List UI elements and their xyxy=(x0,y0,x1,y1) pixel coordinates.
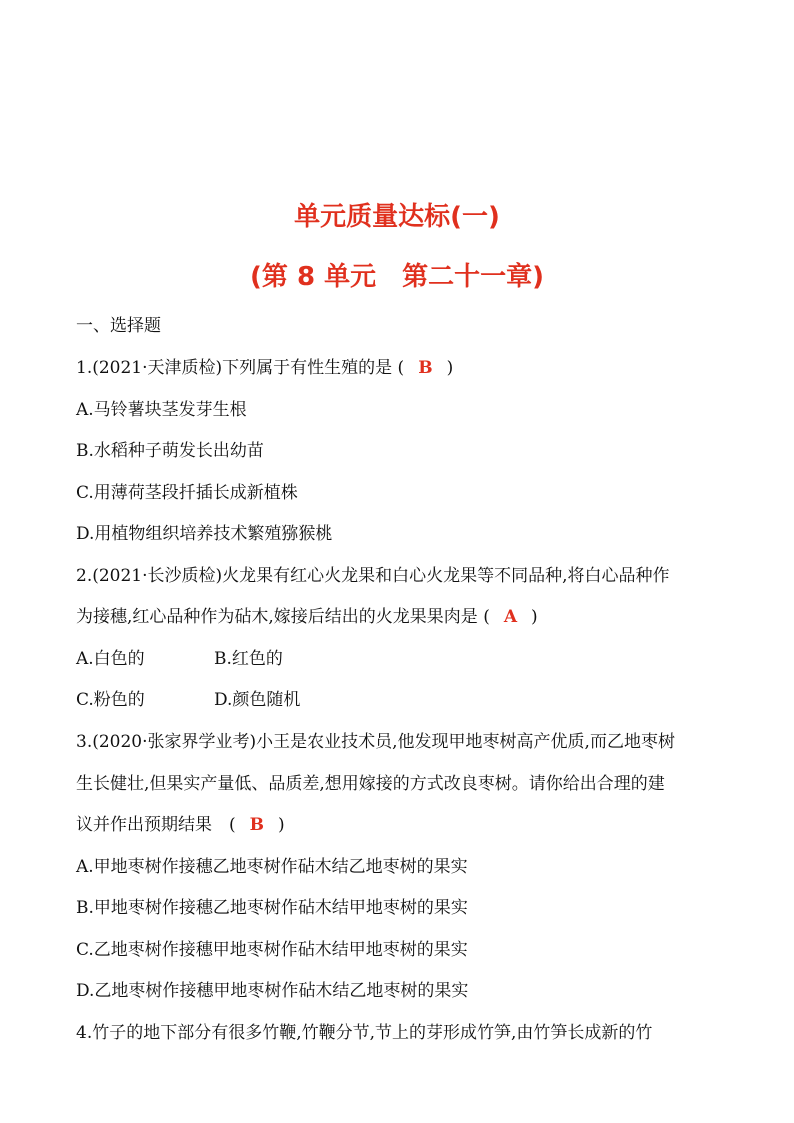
answer-mark: B xyxy=(418,358,433,378)
question-3-line-2: 生长健壮,但果实产量低、品质差,想用嫁接的方式改良枣树。请你给出合理的建 xyxy=(76,774,665,794)
bracket-close: ) xyxy=(278,815,285,835)
option-a: A.甲地枣树作接穗乙地枣树作砧木结乙地枣树的果实 xyxy=(76,857,468,877)
options-row-cd xyxy=(76,688,726,712)
option-a: A.白色的 xyxy=(76,649,145,669)
question-3-line-1: 3.(2020·张家界学业考)小王是农业技术员,他发现甲地枣树高产优质,而乙地枣树 xyxy=(76,732,675,752)
answer-mark: A xyxy=(503,607,518,627)
page-subtitle: (第 8 单元 第二十一章) xyxy=(250,262,544,292)
option-d: D.乙地枣树作接穗甲地枣树作砧木结乙地枣树的果实 xyxy=(76,981,469,1001)
option-a: A.马铃薯块茎发芽生根 xyxy=(76,400,247,420)
bracket-close: ) xyxy=(446,358,454,378)
answer-mark: B xyxy=(249,815,265,835)
option-b: B.红色的 xyxy=(214,649,283,669)
option-d: D.用植物组织培养技术繁殖猕猴桃 xyxy=(76,524,333,544)
question-2-line-1: 2.(2021·长沙质检)火龙果有红心火龙果和白心火龙果等不同品种,将白心品种作 xyxy=(76,566,670,586)
question-3-line-3 xyxy=(76,813,726,837)
page-title: 单元质量达标(一) xyxy=(294,202,500,232)
question-text: 为接穗,红心品种作为砧木,嫁接后结出的火龙果果肉是 ( xyxy=(76,607,490,627)
option-c: C.粉色的 xyxy=(76,690,145,710)
question-2-line-2 xyxy=(76,605,726,629)
question-text: 1.(2021·天津质检)下列属于有性生殖的是 ( xyxy=(76,358,405,378)
option-b: B.甲地枣树作接穗乙地枣树作砧木结甲地枣树的果实 xyxy=(76,898,468,918)
question-1-stem xyxy=(76,356,726,380)
question-4-line-1: 4.竹子的地下部分有很多竹鞭,竹鞭分节,节上的芽形成竹笋,由竹笋长成新的竹 xyxy=(76,1023,653,1043)
section-heading: 一、选择题 xyxy=(76,316,161,336)
option-c: C.用薄荷茎段扦插长成新植株 xyxy=(76,483,298,503)
bracket-close: ) xyxy=(531,607,538,627)
option-d: D.颜色随机 xyxy=(214,690,301,710)
option-b: B.水稻种子萌发长出幼苗 xyxy=(76,441,264,461)
options-row-ab xyxy=(76,647,726,671)
question-text: 议并作出预期结果 ( xyxy=(76,815,236,835)
option-c: C.乙地枣树作接穗甲地枣树作砧木结甲地枣树的果实 xyxy=(76,940,468,960)
